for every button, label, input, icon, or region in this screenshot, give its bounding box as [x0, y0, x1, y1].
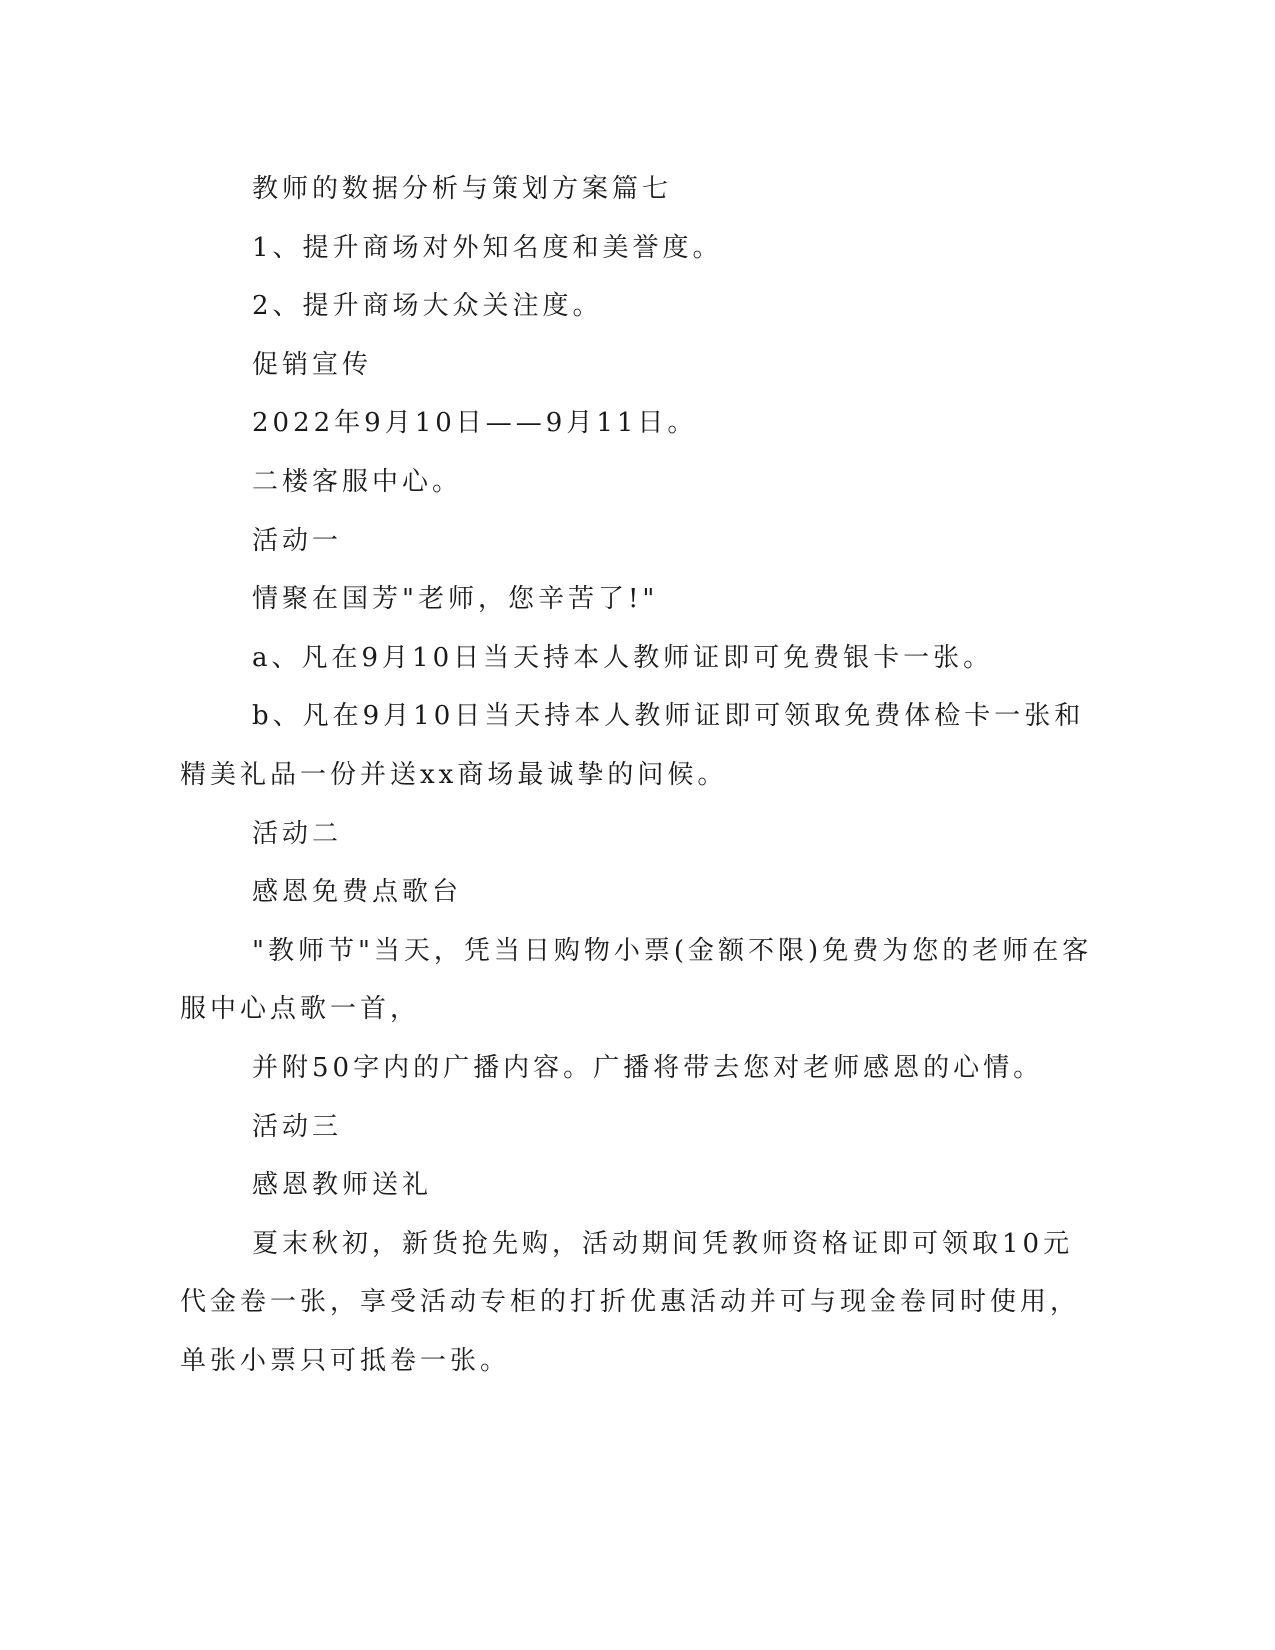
paragraph-line: 情聚在国芳"老师，您辛苦了!": [252, 584, 659, 615]
paragraph-line: b、凡在9月10日当天持本人教师证即可领取免费体检卡一张和: [252, 701, 1085, 732]
paragraph-line: 单张小票只可抵卷一张。: [180, 1345, 511, 1376]
paragraph-line: "教师节"当天，凭当日购物小票(金额不限)免费为您的老师在客: [252, 935, 1093, 966]
document-body: [180, 160, 1093, 1390]
paragraph-list: [180, 219, 1093, 1391]
paragraph-line: 2022年9月10日——9月11日。: [252, 408, 698, 439]
paragraph-line: 二楼客服中心。: [252, 466, 463, 497]
paragraph-line: 精美礼品一份并送xx商场最诚挚的问候。: [180, 759, 728, 790]
paragraph-line: 并附50字内的广播内容。广播将带去您对老师感恩的心情。: [252, 1052, 1044, 1083]
paragraph-line: 感恩教师送礼: [252, 1170, 433, 1201]
paragraph-line: 夏末秋初，新货抢先购，活动期间凭教师资格证即可领取10元: [252, 1228, 1074, 1259]
paragraph-line: 促销宣传: [252, 349, 373, 380]
paragraph-line: 活动一: [252, 525, 343, 556]
paragraph-line: 代金卷一张，享受活动专柜的打折优惠活动并可与现金卷同时使用，: [180, 1287, 1081, 1318]
paragraph-line: 感恩免费点歌台: [252, 877, 463, 908]
paragraph-line: 2、提升商场大众关注度。: [252, 291, 603, 322]
paragraph-line: 活动二: [252, 818, 343, 849]
paragraph-line: 活动三: [252, 1111, 343, 1142]
document-title: 教师的数据分析与策划方案篇七: [252, 174, 673, 204]
paragraph-line: a、凡在9月10日当天持本人教师证即可免费银卡一张。: [252, 642, 994, 673]
paragraph-line: 服中心点歌一首，: [180, 994, 421, 1025]
paragraph-line: 1、提升商场对外知名度和美誉度。: [252, 232, 723, 263]
